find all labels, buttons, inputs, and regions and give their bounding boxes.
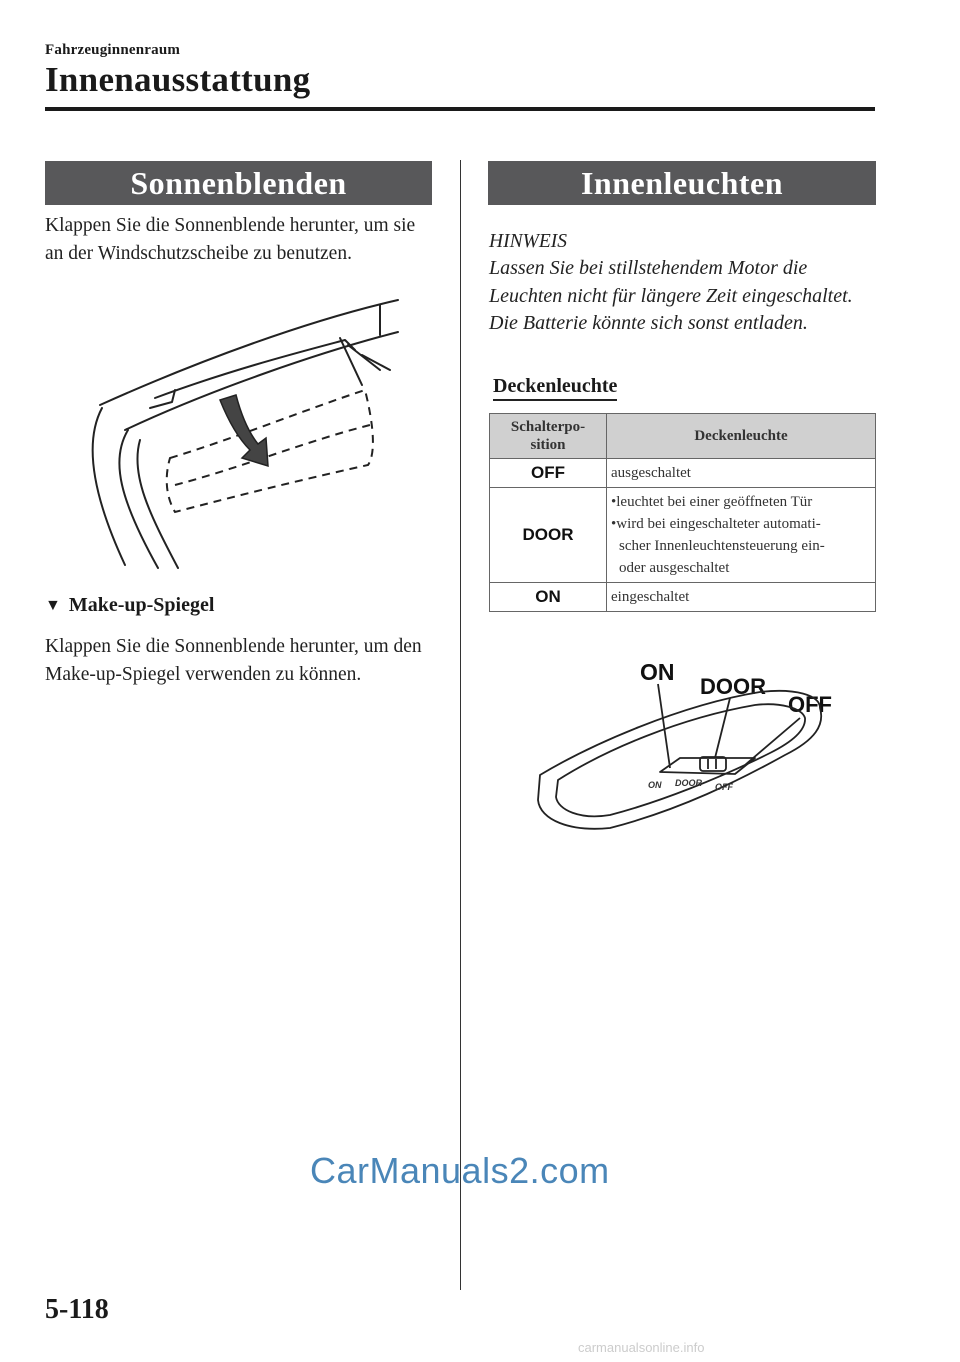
section-banner-sonnenblenden: Sonnenblenden	[45, 161, 432, 205]
desc-door-line: scher Innenleuchtensteuerung ein-	[619, 538, 825, 554]
table-header-row	[490, 414, 876, 459]
desc-door-line: •wird bei eingeschalteter automati-	[611, 516, 821, 532]
triangle-down-icon: ▼	[45, 596, 61, 614]
header-rule	[45, 107, 875, 111]
table-row	[490, 583, 876, 612]
watermark-text: CarManuals2.com	[310, 1150, 610, 1191]
desc-door-line: •leuchtet bei einer geöffneten Tür	[611, 494, 813, 510]
plate-label-off: OFF	[715, 782, 733, 792]
plate-label-door: DOOR	[675, 778, 702, 788]
table-row	[490, 488, 876, 583]
label-off: OFF	[788, 692, 832, 717]
position-on: ON	[490, 583, 607, 612]
column-header-position: Schalterpo-sition	[490, 414, 607, 459]
page-title: Innenausstattung	[45, 60, 311, 99]
switch-position-table	[489, 413, 876, 612]
section-kicker: Fahrzeuginnenraum	[45, 42, 181, 58]
column-divider	[460, 160, 461, 1290]
position-off: OFF	[490, 459, 607, 488]
sun-visor-illustration	[80, 290, 410, 575]
mirror-text: Klappen Sie die Sonnenblende herunter, um den Make-up-Spiegel verwenden zu können.	[45, 636, 422, 685]
ceiling-light-illustration	[530, 650, 840, 840]
note-text: Lassen Sie bei stillstehendem Motor die Leuchten nicht für längere Zeit eingeschaltet. Die Batterie könnte sich sonst entladen.	[489, 257, 853, 334]
column-header-light: Deckenleuchte	[607, 414, 876, 459]
page-number: 5-118	[45, 1294, 109, 1325]
section-banner-innenleuchten: Innenleuchten	[488, 161, 876, 205]
source-footer: carmanualsonline.info	[578, 1340, 705, 1355]
sun-visor-intro: Klappen Sie die Sonnenblende herunter, um sie an der Windschutzscheibe zu benutzen.	[45, 215, 416, 264]
desc-door	[607, 488, 876, 583]
position-door: DOOR	[490, 488, 607, 583]
subsection-heading-mirror	[45, 594, 214, 617]
note-label: HINWEIS	[489, 231, 567, 252]
desc-on: eingeschaltet	[607, 583, 876, 612]
subsection-title: Make-up-Spiegel	[68, 594, 215, 616]
label-on: ON	[640, 659, 675, 685]
plate-label-on: ON	[648, 780, 662, 790]
subsection-title-ceiling-light: Deckenleuchte	[493, 375, 617, 401]
label-door: DOOR	[700, 674, 766, 699]
desc-door-line: oder ausgeschaltet	[619, 560, 730, 576]
desc-off: ausgeschaltet	[607, 459, 876, 488]
table-row	[490, 459, 876, 488]
